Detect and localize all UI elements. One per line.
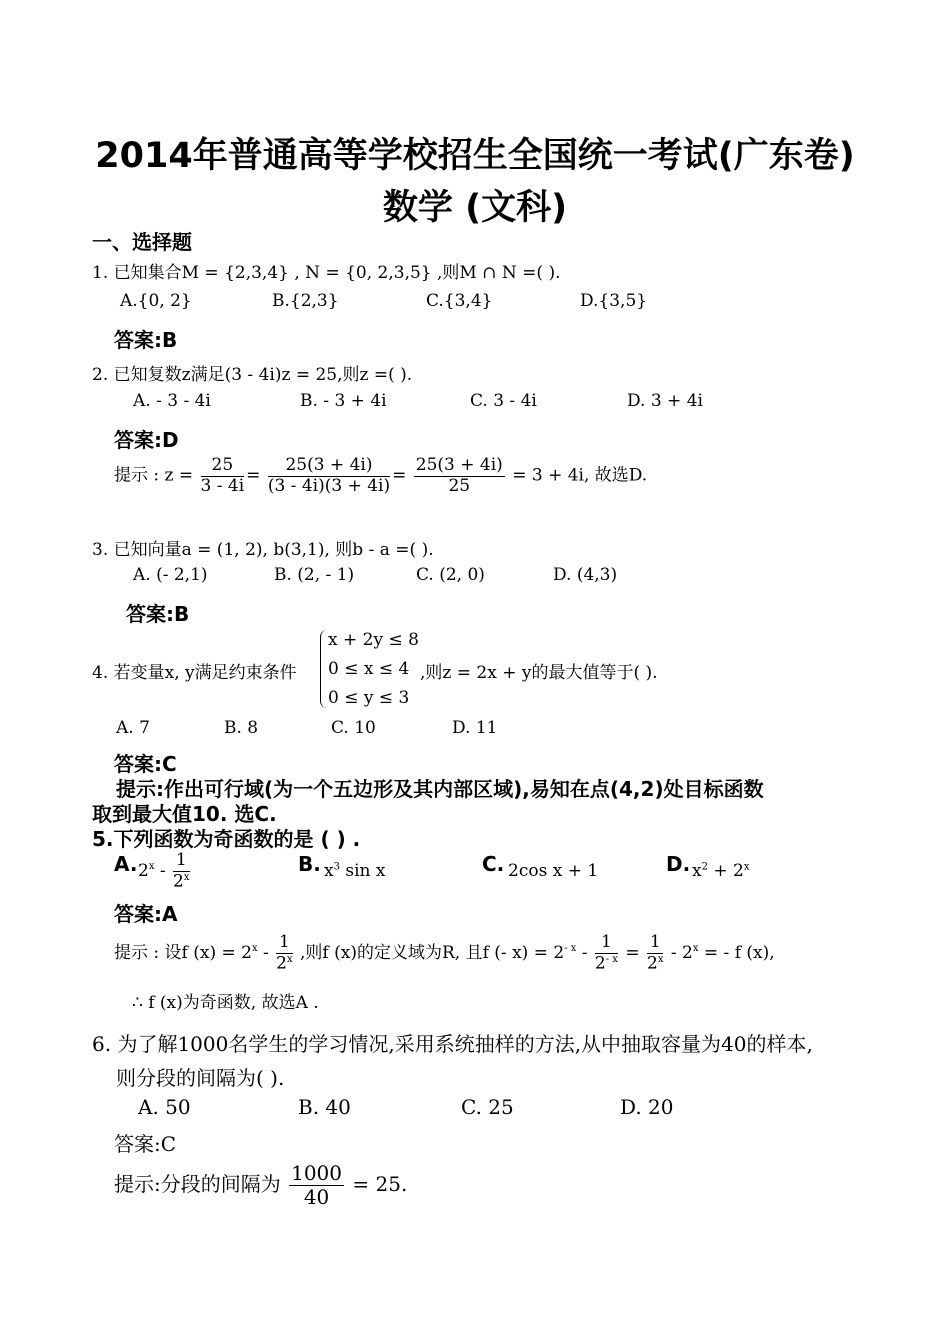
q4-option-c: C. 10 (331, 718, 376, 738)
q5-option-d: $x^2 + 2^x$ (692, 861, 750, 881)
q3-answer: 答案:B (126, 602, 190, 626)
q2-stem: 2. 已知复数z满足(3 - 4i)z = 25,则z =( ). (92, 365, 413, 385)
q5-hint-line1: 提示 : 设f $(x) = 2^x$ - $\frac{1}{2^x}$ ,则f (x)的定义域为R, 且f (- $x) = 2^{- x}$ - $\frac{1}{2^{- x}}$ = $\frac{1}{2^x}$ - $2^x$ = - f (x), (114, 932, 775, 974)
q6-stem-line1: 6. 为了解1000名学生的学习情况,采用系统抽样的方法,从中抽取容量为40的样本, (92, 1032, 813, 1056)
q2-option-d: D. 3 + 4i (627, 391, 703, 411)
q4-constraint-1: x + 2y ≤ 8 (328, 630, 419, 650)
q6-hint: 提示:分段的间隔为 $\frac{1000}{40}$ = 25. (114, 1161, 408, 1209)
q5-option-a: 2$^x$ - $\frac{1}{2^x}$ (138, 850, 190, 892)
q2-answer: 答案:D (114, 428, 179, 452)
q2-option-c: C. 3 - 4i (470, 391, 537, 411)
q4-stem-prefix: 4. 若变量x, y满足约束条件 (92, 663, 297, 683)
q4-hint-line2: 取到最大值10. 选C. (92, 802, 277, 826)
q5-stem: 5.下列函数为奇函数的是 ( ) . (92, 827, 361, 851)
section-heading: 一、选择题 (92, 230, 192, 254)
q4-stem-suffix: ,则z = 2x + y的最大值等于( ). (420, 663, 658, 683)
q2-hint: 提示 : z = $\frac{25}{3 - 4i}$ = $\frac{25(3 + 4i)}{(3 - 4i)(3 + 4i)}$ = $\frac{25(3 + 4i)}{25}$ = 3 + 4i, 故选D. (114, 455, 648, 496)
q2-hint-suffix: = 3 + 4i, 故选D. (512, 465, 648, 486)
q1-option-b: B.{2,3} (272, 291, 339, 311)
q2-hint-fraction-1: $\frac{25}{3 - 4i}$ (200, 455, 245, 496)
q6-option-c: C. 25 (461, 1095, 514, 1119)
q6-option-b: B. 40 (298, 1095, 351, 1119)
q5-answer: 答案:A (114, 902, 178, 926)
q5-option-b-letter: B. (298, 852, 321, 876)
q6-option-d: D. 20 (620, 1095, 674, 1119)
q4-hint-line1: 提示:作出可行域(为一个五边形及其内部区域),易知在点(4,2)处目标函数 (116, 777, 764, 801)
q1-option-a: A.{0, 2} (120, 291, 192, 311)
q5-option-d-letter: D. (666, 852, 691, 876)
document-subtitle: 数学 (文科) (382, 188, 568, 228)
q3-option-d: D. (4,3) (553, 565, 618, 585)
document-title: 2014年普通高等学校招生全国统一考试(广东卷) (95, 136, 855, 176)
q1-answer: 答案:B (114, 328, 178, 352)
q5-option-b: $x^3$ sin x (324, 861, 386, 881)
q5-option-a-letter: A. (114, 852, 138, 876)
q1-option-d: D.{3,5} (580, 291, 648, 311)
q5-option-c: 2cos x + 1 (508, 861, 599, 881)
q5-option-c-letter: C. (482, 852, 505, 876)
q5-hint-line2: ∴ f (x)为奇函数, 故选A . (132, 993, 319, 1013)
q4-constraint-2: 0 ≤ x ≤ 4 (328, 659, 410, 679)
q1-stem: 1. 已知集合M = {2,3,4} , N = {0, 2,3,5} ,则M ∩ N =( ). (92, 263, 561, 283)
q2-option-a: A. - 3 - 4i (133, 391, 211, 411)
q2-hint-fraction-3: $\frac{25(3 + 4i)}{25}$ (415, 455, 503, 496)
q6-option-a: A. 50 (138, 1095, 191, 1119)
q4-answer: 答案:C (114, 752, 177, 776)
q3-stem: 3. 已知向量a = (1, 2), b(3,1), 则b - a =( ). (92, 540, 434, 560)
q3-option-b: B. (2, - 1) (274, 565, 355, 585)
q2-option-b: B. - 3 + 4i (300, 391, 387, 411)
q4-option-d: D. 11 (452, 718, 498, 738)
q4-constraint-3: 0 ≤ y ≤ 3 (328, 688, 410, 708)
q4-option-b: B. 8 (224, 718, 259, 738)
q6-stem-line2: 则分段的间隔为( ). (116, 1066, 285, 1090)
q2-hint-prefix: 提示 : z = (114, 465, 194, 486)
q6-answer: 答案:C (114, 1132, 177, 1156)
q2-hint-fraction-2: $\frac{25(3 + 4i)}{(3 - 4i)(3 + 4i)}$ (267, 455, 391, 496)
q3-option-c: C. (2, 0) (416, 565, 485, 585)
q1-option-c: C.{3,4} (426, 291, 493, 311)
q4-option-a: A. 7 (116, 718, 150, 738)
q4-brace (320, 630, 327, 708)
q3-option-a: A. (- 2,1) (133, 565, 208, 585)
